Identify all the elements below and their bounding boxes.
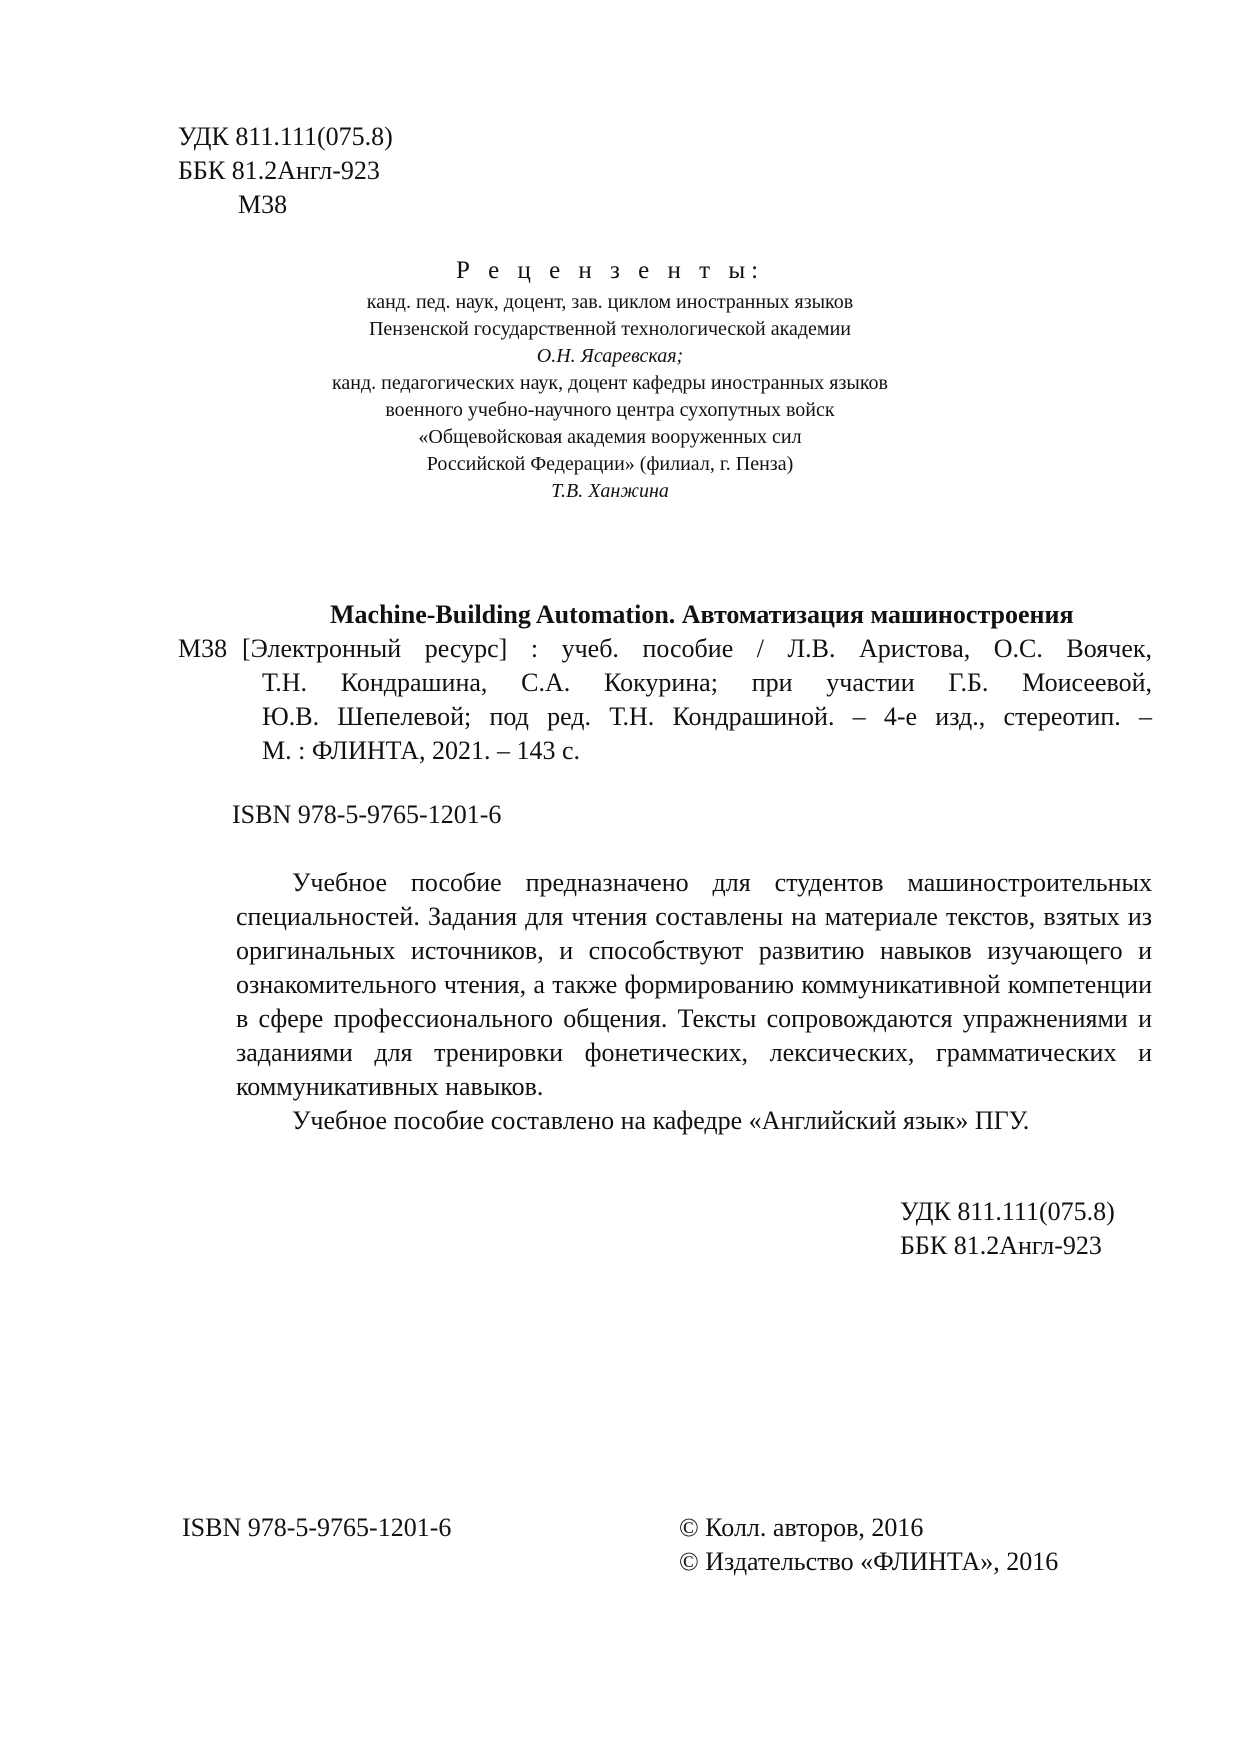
reviewer-1-title: канд. пед. наук, доцент, зав. циклом иностранных языков [366, 291, 854, 313]
bib-description-line: Ю.В. Шепелевой; под ред. Т.Н. Кондрашиной. – 4-е изд., стереотип. – [262, 702, 1152, 731]
reviewer-2-affiliation: Российской Федерации» (филиал, г. Пенза) [426, 453, 794, 475]
reviewers-block [240, 255, 980, 505]
copyright-publisher: © Издательство «ФЛИНТА», 2016 [679, 1547, 1059, 1576]
bbk-code: ББК 81.2Англ-923 [900, 1231, 1102, 1260]
classification-block-bottom [900, 1195, 1115, 1263]
copyright-authors: © Колл. авторов, 2016 [679, 1513, 924, 1542]
annotation-paragraph: Учебное пособие предназначено для студентов машиностроительных специальностей. Задания для чтения составлены на материале текстов, взятых из оригинальных источников, и способствуют развитию навыков изучающего и ознакомительного чтения, а также формированию коммуникативной компетенции в сфере профессионального общения. Тексты сопровождаются упражнениями и заданиями для тренировки фонетических, лексических, грамматических и коммуникативных навыков. [236, 868, 1152, 1101]
bib-author-mark: М38 [178, 634, 228, 663]
bib-description-line: М. : ФЛИНТА, 2021. – 143 с. [262, 736, 581, 765]
author-mark: М38 [238, 190, 288, 219]
bib-description-line: [Электронный ресурс] : учеб. пособие / Л.В. Аристова, О.С. Воячек, [242, 634, 1152, 663]
classification-block-top [178, 120, 393, 222]
reviewer-2-affiliation: «Общевойсковая академия вооруженных сил [418, 426, 802, 448]
isbn: ISBN 978-5-9765-1201-6 [232, 800, 502, 829]
footer-isbn: ISBN 978-5-9765-1201-6 [182, 1513, 452, 1542]
annotation-paragraph: Учебное пособие составлено на кафедре «Английский язык» ПГУ. [292, 1106, 1030, 1135]
reviewer-1-affiliation: Пензенской государственной технологической академии [368, 318, 851, 340]
bbk-code: ББК 81.2Англ-923 [178, 156, 380, 185]
reviewer-2-affiliation: военного учебно-научного центра сухопутных войск [385, 399, 835, 421]
annotation [236, 866, 1152, 1138]
reviewer-2-name: Т.В. Ханжина [551, 480, 669, 502]
udk-code: УДК 811.111(075.8) [178, 122, 393, 151]
udk-code: УДК 811.111(075.8) [900, 1197, 1115, 1226]
reviewer-1-name: О.Н. Ясаревская; [536, 345, 684, 367]
bib-description-line: Т.Н. Кондрашина, С.А. Кокурина; при участии Г.Б. Моисеевой, [262, 668, 1152, 697]
copyright-block [679, 1511, 1058, 1579]
bib-description-continuation [262, 666, 1152, 768]
book-title: Machine-Building Automation. Автоматизация машиностроения [330, 600, 1074, 629]
reviewers-heading: Р е ц е н з е н т ы: [455, 257, 765, 284]
reviewer-2-title: канд. педагогических наук, доцент кафедры иностранных языков [331, 372, 888, 394]
